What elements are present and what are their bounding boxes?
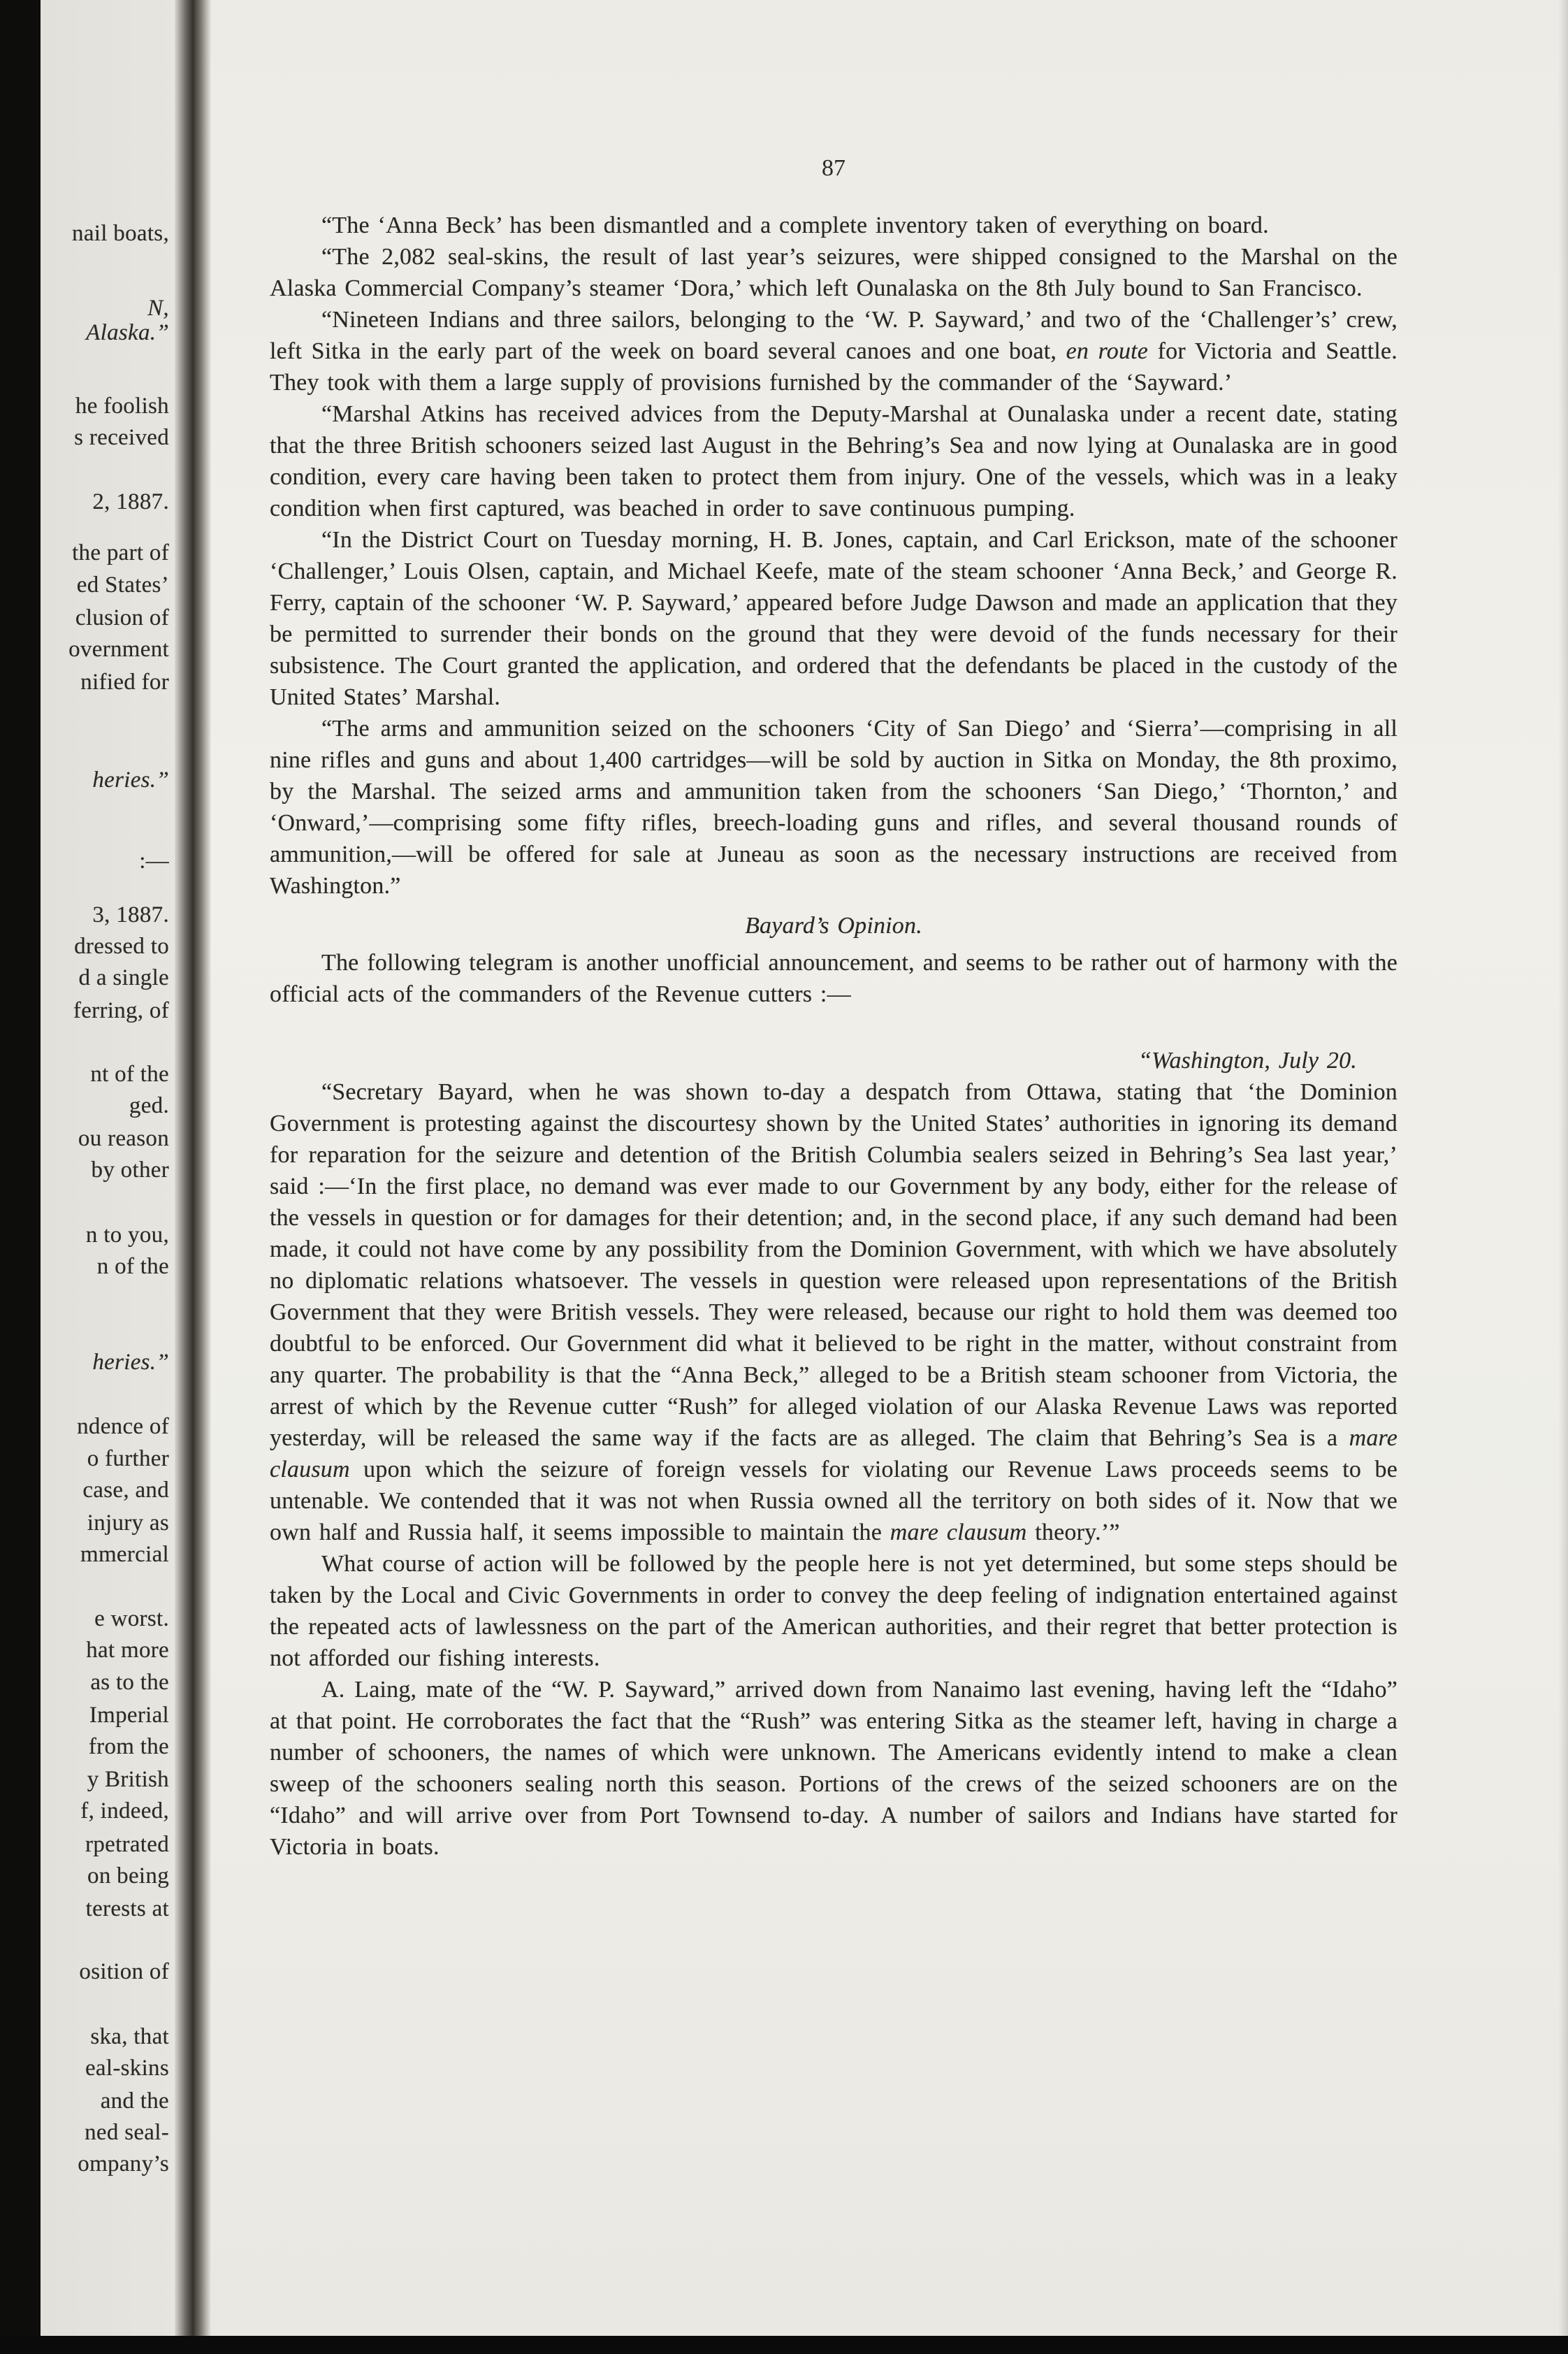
prev-page-text-fragment: 3, 1887. bbox=[92, 902, 169, 927]
prev-page-text-fragment: o further bbox=[87, 1446, 169, 1471]
text-segment: en route bbox=[1066, 338, 1149, 364]
prev-page-text-fragment: as to the bbox=[90, 1670, 169, 1695]
prev-page-text-fragment: ndence of bbox=[77, 1414, 169, 1439]
prev-page-text-fragment: d a single bbox=[78, 965, 169, 990]
prev-page-text-fragment: mmercial bbox=[80, 1542, 169, 1567]
paragraph bbox=[270, 947, 1398, 1010]
text-segment: “The arms and ammunition seized on the schooners ‘City of San Diego’ and ‘Sierra’—comprising in all nine rifles and guns and about 1,400 cartridges—will be sold by auction in Sitka on Monday, the 8th proximo, by the Marshal. The seized arms and ammunition taken from the schooners ‘San Diego,’ ‘Thornton,’ and ‘Onward,’—comprising some fifty rifles, breech-loading guns and rifles, and several thousand rounds of ammunition,—will be offered for sale at Juneau as soon as the necessary instructions are received from Washington.” bbox=[270, 716, 1398, 899]
prev-page-text-fragment: heries.” bbox=[92, 1350, 169, 1375]
text-segment: “Secretary Bayard, when he was shown to-day a despatch from Ottawa, stating that ‘the Dominion Government is protesting against the discourtesy shown by the United States’ authorities in ignoring its demand for reparation for the seizure and detention of the British Columbia sealers seized in Behring’s Sea last year,’ said :—‘In the first place, no demand was ever made to our Government by any body, either for the release of the vessels in question or for damages for their detention; and, in the second place, if any such demand had been made, it could not have come by any possibility from the Dominion Government, with which we have absolutely no diplomatic relations whatsoever. The vessels in question were released upon representations of the British Government that they were British vessels. They were released, because our right to hold them was deemed too doubtful to be enforced. Our Government did what it believed to be right in the matter, without constraint from any quarter. The probability is that the “Anna Beck,” alleged to be a British steam schooner from Victoria, the arrest of which by the Revenue cutter “Rush” for alleged violation of our Alaska Revenue Laws was reported yesterday, will be released the same way if the facts are as alleged. The claim that Behring’s Sea is a bbox=[270, 1079, 1398, 1451]
prev-page-text-fragment: ompany’s bbox=[78, 2151, 169, 2176]
prev-page-text-fragment: the part of bbox=[72, 540, 169, 565]
prev-page-text-fragment: s received bbox=[74, 425, 169, 450]
prev-page-text-fragment: injury as bbox=[87, 1510, 169, 1536]
prev-page-text-fragment: ged. bbox=[129, 1093, 169, 1118]
page-gutter-shadow bbox=[175, 0, 211, 2336]
prev-page-text-fragment: Alaska.” bbox=[86, 320, 169, 345]
prev-page-text-fragment: nified for bbox=[80, 670, 169, 695]
prev-page-text-fragment: and the bbox=[100, 2088, 169, 2114]
previous-page-edge bbox=[41, 0, 175, 2336]
prev-page-text-fragment: case, and bbox=[82, 1478, 169, 1503]
text-segment: mare clausum bbox=[890, 1519, 1027, 1545]
text-segment: The following telegram is another unofficial announcement, and seems to be rather out of harmony with the official acts of the commanders of the Revenue cutters :— bbox=[270, 950, 1398, 1007]
text-segment: upon which the seizure of foreign vessels for violating our Revenue Laws proceeds seems to be untenable. We contended that it was not when Russia owned all the territory on both sides of it. Now that we own half and Russia half, it seems impossible to maintain the bbox=[270, 1457, 1398, 1545]
prev-page-text-fragment: ferring, of bbox=[73, 998, 169, 1023]
text-segment: mare clausum bbox=[270, 1425, 1398, 1482]
scan-edge-bottom bbox=[0, 2336, 1568, 2354]
prev-page-text-fragment: n of the bbox=[96, 1254, 169, 1279]
prev-page-text-fragment: nt of the bbox=[90, 1062, 169, 1087]
prev-page-text-fragment: nail boats, bbox=[72, 221, 169, 246]
prev-page-text-fragment: y British bbox=[87, 1767, 169, 1792]
prev-page-text-fragment: N, bbox=[147, 296, 169, 321]
prev-page-text-fragment: :— bbox=[139, 849, 169, 874]
paragraph bbox=[270, 1548, 1398, 1674]
prev-page-text-fragment: on being bbox=[87, 1863, 169, 1889]
prev-page-text-fragment: e worst. bbox=[94, 1606, 169, 1631]
prev-page-text-fragment: hat more bbox=[86, 1638, 169, 1663]
text-segment: for Victoria and Seattle. They took with them a large supply of provisions furnished by the commander of the ‘Sayward.’ bbox=[270, 338, 1398, 396]
text-segment: A. Laing, mate of the “W. P. Sayward,” arrived down from Nanaimo last evening, having left the “Idaho” at that point. He corroborates the fact that the “Rush” was entering Sitka as the steamer left, having in charge a number of schooners, the names of which were unknown. The Americans evidently intend to make a clean sweep of the schooners sealing north this season. Portions of the crews of the seized schooners are on the “Idaho” and will arrive over from Port Townsend to-day. A number of sailors and Indians have started for Victoria in boats. bbox=[270, 1677, 1398, 1860]
paragraph bbox=[270, 398, 1398, 524]
prev-page-text-fragment: osition of bbox=[79, 1959, 169, 1984]
prev-page-text-fragment: heries.” bbox=[92, 767, 169, 793]
text-segment: “In the District Court on Tuesday morning, H. B. Jones, captain, and Carl Erickson, mate of the schooner ‘Challenger,’ Louis Olsen, captain, and Michael Keefe, mate of the steam schooner ‘Anna Beck,’ and George R. Ferry, captain of the schooner ‘W. P. Sayward,’ appeared before Judge Dawson and made an application that they be permitted to surrender their bonds on the ground that they were devoid of the funds necessary for their subsistence. The Court granted the application, and ordered that the defendants be placed in the custody of the United States’ Marshal. bbox=[270, 527, 1398, 710]
dateline bbox=[270, 1045, 1398, 1076]
prev-page-text-fragment: n to you, bbox=[85, 1222, 169, 1248]
scan-edge-left bbox=[0, 0, 41, 2354]
section-heading bbox=[270, 910, 1398, 941]
paragraph bbox=[270, 1076, 1398, 1548]
prev-page-text-fragment: ska, that bbox=[90, 2024, 169, 2049]
text-segment: “The 2,082 seal-skins, the result of last year’s seizures, were shipped consigned to the Marshal on the Alaska Commercial Company’s steamer ‘Dora,’ which left Ounalaska on the 8th July bound to San Francisco. bbox=[270, 244, 1398, 301]
prev-page-text-fragment: 2, 1887. bbox=[92, 489, 169, 514]
paragraph bbox=[270, 713, 1398, 902]
prev-page-text-fragment: ed States’ bbox=[76, 572, 169, 598]
prev-page-text-fragment: f, indeed, bbox=[80, 1798, 169, 1824]
text-segment: Bayard’s Opinion. bbox=[745, 913, 922, 939]
text-segment: What course of action will be followed by the people here is not yet determined, but some steps should be taken by the Local and Civic Governments in order to convey the deep feeling of indignation entertained against the repeated acts of lawlessness on the part of the American authorities, and their regret that better protection is not afforded our fishing interests. bbox=[270, 1551, 1398, 1671]
prev-page-text-fragment: overnment bbox=[68, 637, 169, 662]
paragraph bbox=[270, 1674, 1398, 1863]
prev-page-text-fragment: dressed to bbox=[74, 934, 169, 959]
prev-page-text-fragment: ned seal- bbox=[85, 2120, 169, 2145]
paragraph bbox=[270, 241, 1398, 304]
page-number: 87 bbox=[822, 155, 845, 181]
prev-page-text-fragment: terests at bbox=[85, 1896, 169, 1921]
prev-page-text-fragment: clusion of bbox=[75, 605, 169, 630]
scan-edge-right bbox=[1558, 0, 1568, 2336]
document-page bbox=[211, 0, 1568, 2336]
page-content bbox=[270, 210, 1398, 1863]
prev-page-text-fragment: by other bbox=[91, 1157, 169, 1183]
text-segment: “Washington, July 20. bbox=[1138, 1048, 1357, 1074]
paragraph bbox=[270, 524, 1398, 713]
prev-page-text-fragment: from the bbox=[88, 1734, 169, 1759]
prev-page-text-fragment: rpetrated bbox=[85, 1832, 169, 1857]
text-segment: “Nineteen Indians and three sailors, belonging to the ‘W. P. Sayward,’ and two of the ‘Challenger’s’ crew, left Sitka in the early part of the week on board several canoes and one boat, bbox=[270, 307, 1398, 364]
prev-page-text-fragment: Imperial bbox=[89, 1703, 169, 1728]
page-text-column bbox=[270, 155, 1398, 1863]
text-segment: “Marshal Atkins has received advices from the Deputy-Marshal at Ounalaska under a recent date, stating that the three British schooners seized last August in the Behring’s Sea and now lying at Ounalaska are in good condition, every care having been taken to protect them from injury. One of the vessels, which was in a leaky condition when first captured, was beached in order to save continuous pumping. bbox=[270, 401, 1398, 521]
prev-page-text-fragment: ou reason bbox=[78, 1126, 169, 1151]
text-segment: theory.’” bbox=[1026, 1519, 1120, 1545]
paragraph bbox=[270, 210, 1398, 241]
paragraph bbox=[270, 304, 1398, 398]
text-segment: “The ‘Anna Beck’ has been dismantled and a complete inventory taken of everything on board. bbox=[321, 212, 1269, 238]
prev-page-text-fragment: he foolish bbox=[75, 393, 169, 419]
prev-page-text-fragment: eal-skins bbox=[85, 2056, 169, 2081]
